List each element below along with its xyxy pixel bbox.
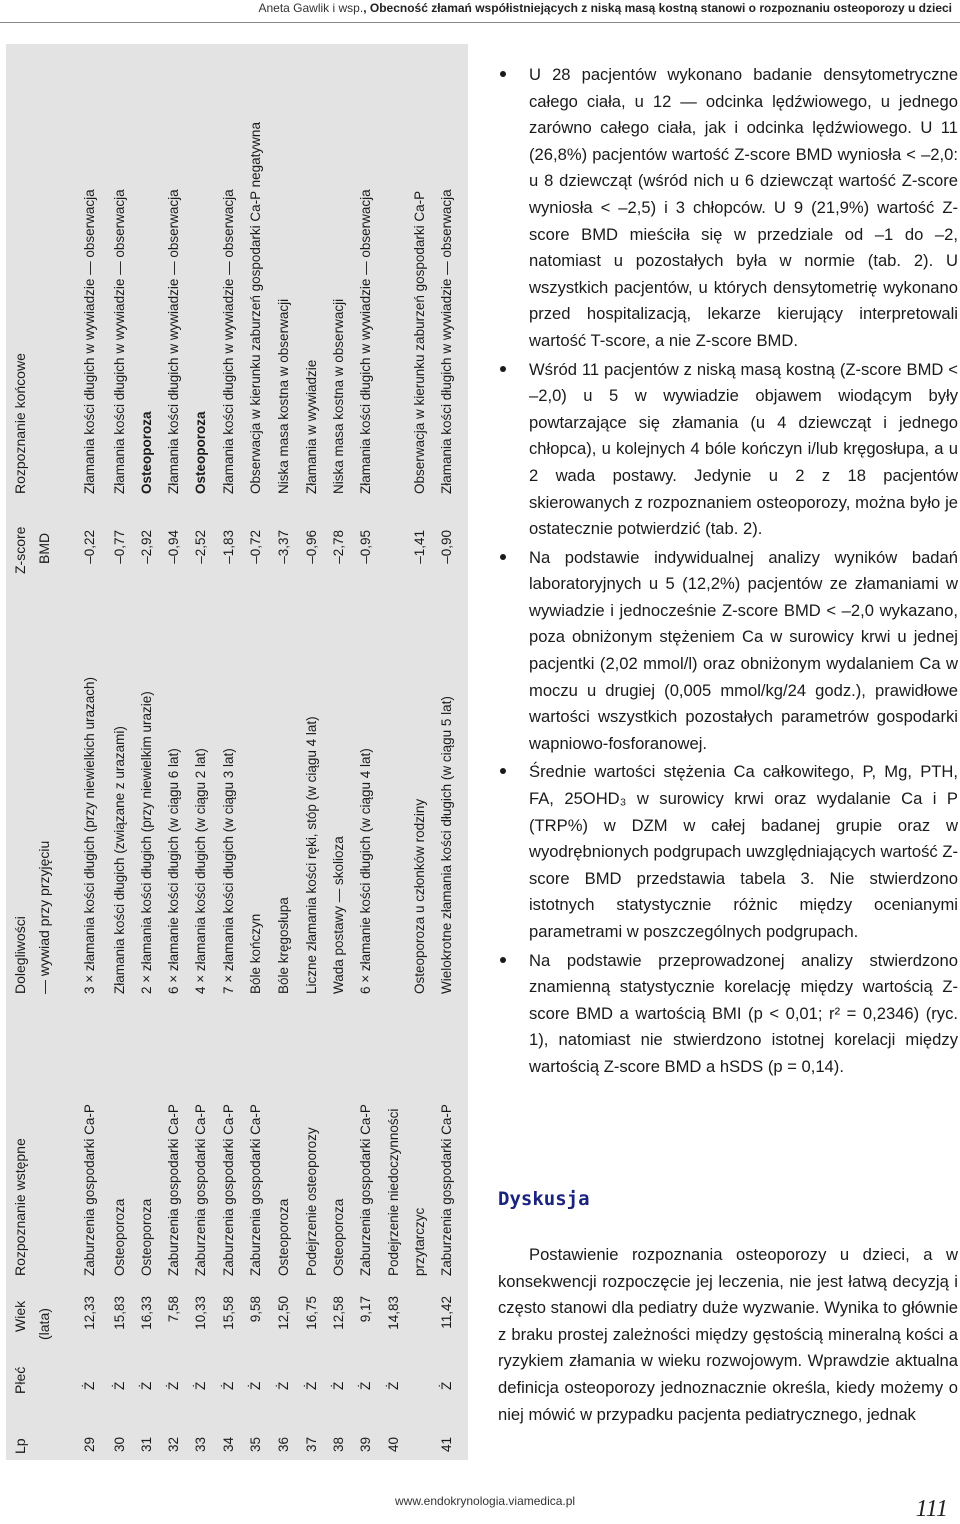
- table-row: [193, 50, 219, 1460]
- bullet-item: [498, 545, 958, 758]
- cell-zscore: –3,37: [276, 530, 291, 564]
- discussion-paragraph: Postawienie rozpoznania osteoporozy u dzieci, a w konsekwencji rozpoczęcie jej leczenia, nie jest łatwą decyzją i często stanowi dla pediatry duże wyzwanie. Wynika to głównie z braku prostej zależności między gęstością mineralną kości a ryzykiem złamania w wieku rozwojowym. Wprawdzie aktualna definicja osteoporozy jednoznacznie określa, kiedy możemy o niej mówić w przypadku pacjenta pediatrycznego, jednak: [498, 1245, 958, 1424]
- cell-wiek: 14,83: [386, 1296, 401, 1330]
- cell-rozpoznanie-wstepne: Zaburzenia gospodarki Ca-P: [166, 1104, 181, 1276]
- table-header: [8, 50, 80, 1460]
- cell-lp: 36: [276, 1436, 291, 1452]
- table-row: [248, 50, 274, 1460]
- cell-plec: Ż: [304, 1381, 319, 1390]
- cell-zscore: –0,77: [112, 530, 127, 564]
- cell-wiek: 9,17: [358, 1296, 373, 1323]
- cell-dolegliwosci: Wielokrotne złamania kości długich (w ciągu 5 lat): [439, 696, 454, 994]
- running-header: [0, 0, 960, 18]
- header-lp: Lp: [12, 1438, 28, 1454]
- bullet-text: Wśród 11 pacjentów z niską masą kostną (Z-score BMD < –2,0) u 5 w wywiadzie objawem wiodącym były powtarzające się złamania (u 4 dziewcząt i jednego chłopca), u kolejnych 4 bóle kończyn i/lub kręgosłupa, a u 2 wada postawy. Jedynie u 2 z 18 pacjentów skierowanych z rozpoznaniem osteoporozy, można było je ostatecznie potwierdzić (tab. 2).: [529, 359, 958, 539]
- cell-zscore: –2,52: [193, 530, 208, 564]
- bullet-list: [498, 62, 958, 1081]
- cell-lp: 35: [248, 1436, 263, 1452]
- bullet-item: [498, 357, 958, 543]
- header-title: , Obecność złamań współistniejących z niską masą kostną stanowi o rozpoznaniu osteoporozy u dzieci: [363, 1, 952, 15]
- cell-rozpoznanie-wstepne: Osteoporoza: [331, 1198, 346, 1276]
- header-zscore-sub: BMD: [36, 532, 52, 564]
- cell-plec: Ż: [358, 1381, 373, 1390]
- cell-lp: 37: [304, 1436, 319, 1452]
- cell-dolegliwosci: Wada postawy — skolioza: [331, 836, 346, 994]
- rotated-table: [8, 50, 466, 1460]
- bullet-item: [498, 759, 958, 945]
- table-row: [139, 50, 165, 1460]
- bullet-text: Średnie wartości stężenia Ca całkowitego, P, Mg, PTH, FA, 25OHD₃ w surowicy krwi oraz wydalanie Ca i P (TRP%) w DZM w całej badanej grupie oraz w wyodrębnionych podgrupach uwzględniających wartość Z-score BMD przedstawia tabela 3. Nie stwierdzono istotnych statystycznie różnic między ocenianymi parametrami w poszczególnych podgrupach.: [529, 762, 958, 941]
- cell-rozpoznanie-wstepne: Osteoporoza: [139, 1198, 154, 1276]
- text-column: [498, 62, 958, 1083]
- cell-zscore: –0,90: [439, 530, 454, 564]
- cell-dolegliwosci: Bóle kręgosłupa: [276, 897, 291, 994]
- cell-lp: 41: [439, 1436, 454, 1452]
- bullet-icon: [500, 554, 506, 560]
- cell-wiek: 11,42: [439, 1296, 454, 1329]
- cell-lp: 39: [358, 1436, 373, 1452]
- cell-plec: Ż: [248, 1381, 263, 1390]
- bullet-icon: [500, 366, 506, 372]
- cell-zscore: –2,78: [331, 530, 346, 564]
- cell-dolegliwosci: 3 × złamania kości długich (przy niewielkich urazach): [82, 676, 97, 994]
- cell-wiek: 12,50: [276, 1296, 291, 1330]
- cell-plec: Ż: [112, 1381, 127, 1390]
- cell-zscore: –1,83: [221, 530, 236, 564]
- cell-rozpoznanie-koncowe: Złamania kości długich w wywiadzie — obserwacja: [166, 189, 181, 494]
- cell-plec: Ż: [139, 1381, 154, 1390]
- table-row: [331, 50, 357, 1460]
- cell-rozpoznanie-wstepne: Zaburzenia gospodarki Ca-P: [221, 1104, 236, 1276]
- cell-rozpoznanie-koncowe: Złamania kości długich w wywiadzie — obserwacja: [82, 189, 97, 494]
- table-row: [386, 50, 412, 1460]
- cell-rozpoznanie-koncowe: Obserwacja w kierunku zaburzeń gospodarki Ca-P negatywna: [248, 122, 263, 494]
- cell-lp: 29: [82, 1436, 97, 1452]
- cell-rozpoznanie-wstepne: Osteoporoza: [112, 1198, 127, 1276]
- cell-rozpoznanie-koncowe: Niska masa kostna w obserwacji: [331, 298, 346, 494]
- cell-wiek: 12,33: [82, 1296, 97, 1330]
- header-zscore: Z-score: [12, 526, 28, 574]
- cell-rozpoznanie-wstepne: Osteoporoza: [276, 1198, 291, 1276]
- cell-rozpoznanie-wstepne: Zaburzenia gospodarki Ca-P: [358, 1104, 373, 1276]
- cell-zscore: –0,96: [304, 530, 319, 564]
- table-row: [358, 50, 384, 1460]
- header-rule: [0, 22, 960, 23]
- header-text: [258, 1, 952, 15]
- cell-dolegliwosci: Złamania kości długich (związane z urazami): [112, 726, 127, 994]
- cell-rozpoznanie-koncowe: Złamania w wywiadzie: [304, 359, 319, 494]
- cell-dolegliwosci: 2 × złamania kości długich (przy niewielkim urazie): [139, 691, 154, 994]
- cell-rozpoznanie-wstepne: Podejrzenie osteoporozy: [304, 1127, 319, 1276]
- cell-rozpoznanie-koncowe: Niska masa kostna w obserwacji: [276, 298, 291, 494]
- cell-rozpoznanie-koncowe: Złamania kości długich w wywiadzie — obserwacja: [221, 189, 236, 494]
- cell-dolegliwosci: 4 × złamania kości długich (w ciągu 2 lat): [193, 748, 208, 994]
- cell-rozpoznanie-wstepne: Podejrzenie niedoczynności: [386, 1108, 401, 1276]
- cell-plec: Ż: [166, 1381, 181, 1390]
- cell-dolegliwosci: Liczne złamania kości ręki, stóp (w ciągu 4 lat): [304, 716, 319, 994]
- cell-lp: 38: [331, 1436, 346, 1452]
- section-heading: Dyskusja: [498, 1188, 590, 1210]
- cell-zscore: –2,92: [139, 530, 154, 564]
- cell-plec: Ż: [331, 1381, 346, 1390]
- cell-rozpoznanie-wstepne: Zaburzenia gospodarki Ca-P: [248, 1104, 263, 1276]
- page-number: 111: [915, 1496, 948, 1522]
- cell-rozpoznanie-wstepne: przytarczyc: [412, 1207, 427, 1276]
- cell-zscore: –1,41: [412, 530, 427, 564]
- cell-lp: 32: [166, 1436, 181, 1452]
- cell-dolegliwosci: 6 × złamanie kości długich (w ciągu 6 lat): [166, 748, 181, 994]
- footer-url[interactable]: www.endokrynologia.viamedica.pl: [395, 1494, 576, 1508]
- cell-rozpoznanie-koncowe: Złamania kości długich w wywiadzie — obserwacja: [112, 189, 127, 494]
- bullet-text: U 28 pacjentów wykonano badanie densytometryczne całego ciała, u 12 — odcinka lędźwiowego, u jednego zarówno całego ciała, jak i odcinka lędźwiowego. U 11 (26,8%) pacjentów wartość Z-score BMD wyniosła < –2,0: u 8 dziewcząt (wśród nich u 6 dziewcząt wartość Z-score wyniosła < –2,5) i 3 chłopców. U 9 (21,9%) wartość Z-score BMD mieściła się w przedziale od –1 do –2, natomiast u pozostałych była w normie (tab. 2). U wszystkich pacjentów, u których densytometrię wykonano przed hospitalizacją, lekarze kierujący interpretowali wartość T-score, a nie Z-score BMD.: [529, 65, 958, 350]
- header-rozpoznanie-wstepne: Rozpoznanie wstępne: [12, 1138, 28, 1276]
- bullet-item: [498, 62, 958, 355]
- cell-dolegliwosci: Osteoporoza u członków rodziny: [412, 798, 427, 994]
- cell-plec: Ż: [386, 1381, 401, 1390]
- cell-plec: Ż: [439, 1381, 454, 1390]
- cell-zscore: –0,94: [166, 530, 181, 564]
- table-row: [276, 50, 302, 1460]
- table-row: [412, 50, 438, 1460]
- table-row: [439, 50, 465, 1460]
- cell-wiek: 15,58: [221, 1296, 236, 1330]
- table-row: [166, 50, 192, 1460]
- cell-plec: Ż: [193, 1381, 208, 1390]
- header-wiek: Wiek: [12, 1300, 28, 1332]
- cell-rozpoznanie-wstepne: Zaburzenia gospodarki Ca-P: [82, 1104, 97, 1276]
- bullet-icon: [500, 71, 506, 77]
- cell-rozpoznanie-koncowe: Osteoporoza: [139, 411, 154, 494]
- cell-lp: 30: [112, 1436, 127, 1452]
- cell-lp: 33: [193, 1436, 208, 1452]
- header-plec: Płeć: [12, 1366, 28, 1394]
- bullet-text: Na podstawie przeprowadzonej analizy stwierdzono znamienną statystycznie korelację między wartością Z-score BMD a wartością BMI (p < 0,01; r² = 0,2346) (ryc. 1), natomiast nie stwierdzono istotnej korelacji między wartością Z-score BMD a hSDS (p = 0,14).: [529, 950, 958, 1076]
- cell-wiek: 12,58: [331, 1296, 346, 1330]
- table-row: [112, 50, 138, 1460]
- cell-lp: 34: [221, 1436, 236, 1452]
- cell-zscore: –0,22: [82, 530, 97, 564]
- cell-wiek: 9,58: [248, 1296, 263, 1323]
- header-wiek-unit: (lata): [36, 1308, 52, 1340]
- cell-wiek: 16,33: [139, 1296, 154, 1330]
- cell-zscore: –0,72: [248, 530, 263, 564]
- cell-lp: 31: [139, 1436, 154, 1452]
- cell-dolegliwosci: Bóle kończyn: [248, 913, 263, 994]
- cell-rozpoznanie-koncowe: Osteoporoza: [193, 411, 208, 494]
- cell-wiek: 16,75: [304, 1296, 319, 1330]
- header-authors: Aneta Gawlik i wsp.: [258, 1, 364, 15]
- table-row: [304, 50, 330, 1460]
- cell-plec: Ż: [276, 1381, 291, 1390]
- cell-rozpoznanie-wstepne: Zaburzenia gospodarki Ca-P: [439, 1104, 454, 1276]
- bullet-icon: [500, 957, 506, 963]
- table-row: [221, 50, 247, 1460]
- cell-wiek: 7,58: [166, 1296, 181, 1323]
- cell-dolegliwosci: 6 × złamanie kości długich (w ciągu 4 lat): [358, 748, 373, 994]
- cell-rozpoznanie-wstepne: Zaburzenia gospodarki Ca-P: [193, 1104, 208, 1276]
- cell-plec: Ż: [221, 1381, 236, 1390]
- bullet-icon: [500, 768, 506, 774]
- header-dolegliwosci-sub: — wywiad przy przyjęciu: [36, 840, 52, 994]
- cell-plec: Ż: [82, 1381, 97, 1390]
- cell-wiek: 15,83: [112, 1296, 127, 1330]
- cell-wiek: 10,33: [193, 1296, 208, 1330]
- cell-rozpoznanie-koncowe: Obserwacja w kierunku zaburzeń gospodarki Ca-P: [412, 190, 427, 494]
- header-rozpoznanie-koncowe: Rozpoznanie końcowe: [12, 353, 28, 494]
- header-dolegliwosci: Dolegliwości: [12, 916, 28, 994]
- bullet-item: [498, 948, 958, 1081]
- cell-zscore: –0,95: [358, 530, 373, 564]
- table-row: [82, 50, 108, 1460]
- cell-lp: 40: [386, 1436, 401, 1452]
- cell-rozpoznanie-koncowe: Złamania kości długich w wywiadzie — obserwacja: [358, 189, 373, 494]
- cell-dolegliwosci: 7 × złamania kości długich (w ciągu 3 lat): [221, 748, 236, 994]
- bullet-text: Na podstawie indywidualnej analizy wyników badań laboratoryjnych u 5 (12,2%) pacjentów ze złamaniami w wywiadzie i jednocześnie Z-score BMD < –2,0 wykazano, poza obniżonym stężeniem Ca w surowicy krwi u jednej pacjentki (2,02 mmol/l) oraz obniżonym wydalaniem Ca w moczu u drugiej (0,005 mmol/kg/24 godz.), prawidłowe wartości wszystkich pozostałych parametrów gospodarki wapniowo-fosforanowej.: [529, 547, 958, 753]
- cell-rozpoznanie-koncowe: Złamania kości długich w wywiadzie — obserwacja: [439, 189, 454, 494]
